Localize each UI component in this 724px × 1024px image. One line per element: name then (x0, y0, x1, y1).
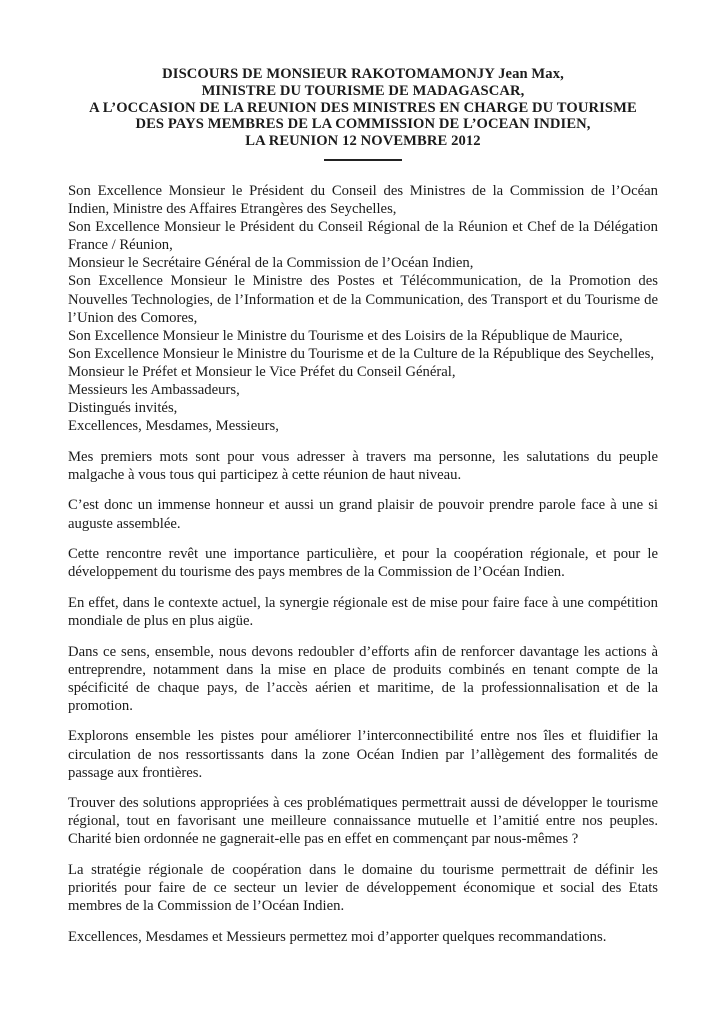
salutation-line: Son Excellence Monsieur le Ministre des Postes et Télécommunication, de la Promotion des Nouvelles Technologies, de l’Information et de la Communication, des Transport et du Tourisme de l’Union des Comores, (68, 273, 658, 326)
speech-body (68, 448, 658, 946)
body-paragraph: Dans ce sens, ensemble, nous devons redoubler d’efforts afin de renforcer davantage les actions à entreprendre, notamment dans la mise en place de produits combinés en tenant compte de la spécificité de chaque pays, de l’accès aérien et maritime, de la professionnalisation et de la promotion. (68, 643, 658, 714)
separator-rule (324, 159, 402, 161)
title-line-commission: DES PAYS MEMBRES DE LA COMMISSION DE L’OCEAN INDIEN, (135, 116, 591, 133)
body-paragraph: Cette rencontre revêt une importance particulière, et pour la coopération régionale, et pour le développement du tourisme des pays membres de la Commission de l’Océan Indien. (68, 546, 658, 581)
salutation-line: Distingués invités, (68, 400, 178, 417)
salutation-line: Son Excellence Monsieur le Président du Conseil Régional de la Réunion et Chef de la Délégation France / Réunion, (68, 219, 658, 254)
salutation-line: Messieurs les Ambassadeurs, (68, 382, 240, 399)
body-paragraph: Excellences, Mesdames et Messieurs permettez moi d’apporter quelques recommandations. (68, 928, 607, 945)
body-paragraph: Trouver des solutions appropriées à ces problématiques permettrait aussi de développer le tourisme régional, tout en favorisant une meilleure connaissance mutuelle et l’amitié entre nos peuples. Charité bien ordonnée ne gagnerait-elle pas en effet en commençant par nous-mêmes ? (68, 795, 658, 848)
title-line-speaker: DISCOURS DE MONSIEUR RAKOTOMAMONJY Jean Max, (162, 66, 564, 82)
document-title (68, 66, 658, 150)
salutation-line: Son Excellence Monsieur le Ministre du Tourisme et des Loisirs de la République de Maurice, (68, 327, 623, 344)
body-paragraph: La stratégie régionale de coopération dans le domaine du tourisme permettrait de définir les priorités pour faire de ce secteur un levier de développement économique et social des Etats membres de la Commission de l’Océan Indien. (68, 861, 658, 915)
salutation-line: Son Excellence Monsieur le Président du Conseil des Ministres de la Commission de l’Océan Indien, Ministre des Affaires Etrangères des Seychelles, (68, 182, 658, 218)
title-line-date: LA REUNION 12 NOVEMBRE 2012 (245, 133, 481, 150)
body-paragraph: C’est donc un immense honneur et aussi un grand plaisir de pouvoir prendre parole face à une si auguste assemblée. (68, 497, 658, 532)
title-line-ministry: MINISTRE DU TOURISME DE MADAGASCAR, (201, 82, 525, 99)
salutation-line: Excellences, Mesdames, Messieurs, (68, 418, 279, 435)
body-paragraph: Mes premiers mots sont pour vous adresser à travers ma personne, les salutations du peuple malgache à vous tous qui participez à cette réunion de haut niveau. (68, 448, 658, 483)
body-paragraph: Explorons ensemble les pistes pour améliorer l’interconnectibilité entre nos îles et fluidifier la circulation de nos ressortissants dans la zone Océan Indien par l’allègement des formalités de passage aux frontières. (68, 728, 658, 781)
title-line-occasion: A L’OCCASION DE LA REUNION DES MINISTRES EN CHARGE DU TOURISME (89, 99, 637, 116)
salutation-line: Monsieur le Secrétaire Général de la Commission de l’Océan Indien, (68, 255, 474, 272)
salutation-list (68, 182, 658, 435)
salutation-line: Monsieur le Préfet et Monsieur le Vice Préfet du Conseil Général, (68, 363, 456, 380)
body-paragraph: En effet, dans le contexte actuel, la synergie régionale est de mise pour faire face à une compétition mondiale de plus en plus aigüe. (68, 594, 658, 629)
salutation-line: Son Excellence Monsieur le Ministre du Tourisme et de la Culture de la République des Seychelles, (68, 345, 655, 362)
